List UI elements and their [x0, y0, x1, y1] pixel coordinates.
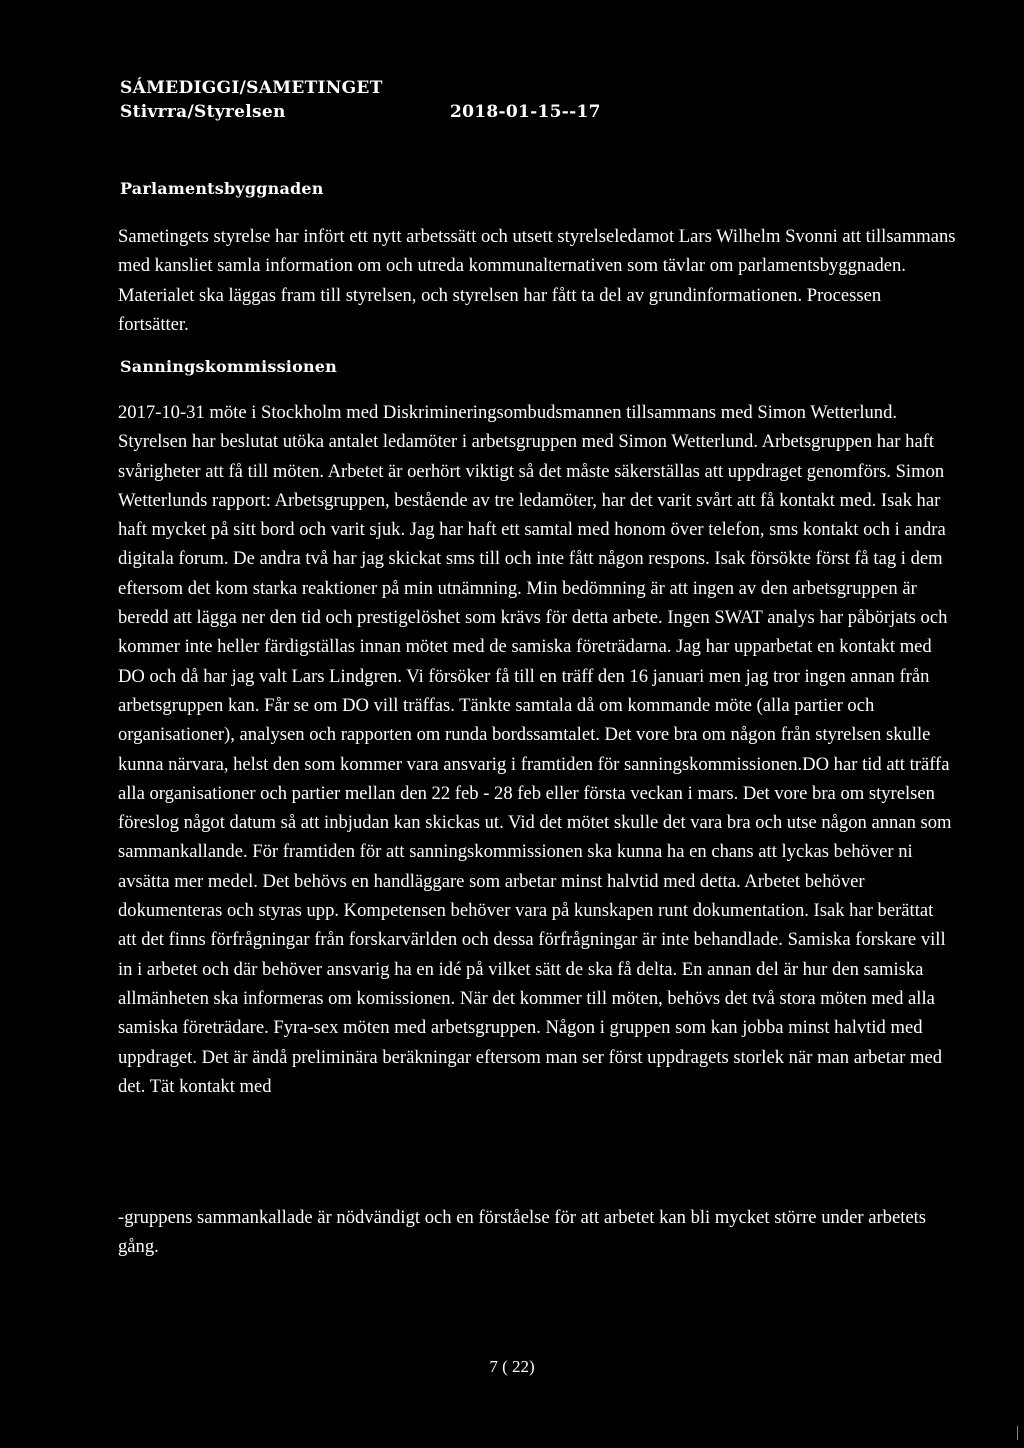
department-name: Stivrra/Styrelsen [120, 102, 286, 122]
paragraph-parlamentsbyggnaden: Sametingets styrelse har infört ett nytt arbetssätt och utsett styrelseledamot Lars Wilhelm Svonni att tillsammans med kansliet samla information om och utreda kommunalternativen som tävlar om parlamentsbyggnaden. Materialet ska läggas fram till styrelsen, och styrelsen har fått ta del av grundinformationen. Processen fortsätter. [118, 226, 956, 335]
header-row [120, 100, 601, 124]
section-title-parlamentsbyggnaden: Parlamentsbyggnaden [120, 179, 324, 198]
organization-name: SÁMEDIGGI/SAMETINGET [120, 78, 383, 98]
paragraph-sanningskommissionen-main: 2017-10-31 möte i Stockholm med Diskrimineringsombudsmannen tillsammans med Simon Wetterlund. Styrelsen har beslutat utöka antalet ledamöter i arbetsgruppen med Simon Wetterlund. Arbetsgruppen har haft svårigheter att få till möten. Arbetet är oerhört viktigt så det måste säkerställas att uppdraget genomförs. Simon Wetterlunds rapport: Arbetsgruppen, bestående av tre ledamöter, har det varit svårt att få kontakt med. Isak har haft mycket på sitt bord och varit sjuk. Jag har haft ett samtal med honom över telefon, sms kontakt och i andra digitala forum. De andra två har jag skickat sms till och inte fått någon respons. Isak försökte först få tag i dem eftersom det kom starka reaktioner på min utnämning. Min bedömning är att ingen av den arbetsgruppen är beredd att lägga ner den tid och prestigelöshet som krävs för detta arbete. Ingen SWAT analys har påbörjats och kommer inte heller färdigställas innan mötet med de samiska företrädarna. Jag har upparbetat en kontakt med DO och då har jag valt Lars Lindgren. Vi försöker få till en träff den 16 januari men jag tror ingen annan från arbetsgruppen kan. Får se om DO vill träffas. Tänkte samtala då om kommande möte (alla partier och organisationer), analysen och rapporten om runda bordssamtalet. Det vore bra om någon från styrelsen skulle kunna närvara, helst den som kommer vara ansvarig i framtiden för sanningskommissionen.DO har tid att träffa alla organisationer och partier mellan den 22 feb - 28 feb eller första veckan i mars. Det vore bra om styrelsen föreslog något datum så att inbjudan kan skickas ut. Vid det mötet skulle det vara bra och utse någon annan som sammankallande. För framtiden för att sanningskommissionen ska kunna ha en chans att lyckas behöver ni avsätta mer medel. Det behövs en handläggare som arbetar minst halvtid med detta. Arbetet behöver dokumenteras och styras upp. Kompetensen behöver vara på kunskapen runt dokumentation. Isak har berättat att det finns förfrågningar från forskarvärlden och dessa förfrågningar är inte behandlade. Samiska forskare vill in i arbetet och där behöver ansvarig ha en idé på vilket sätt de ska få delta. En annan del är hur den samiska allmänheten ska informeras om komissionen. När det kommer till möten, behövs det två stora möten med alla samiska företrädare. Fyra-sex möten med arbetsgruppen. Någon i gruppen som kan jobba minst halvtid med uppdraget. Det är ändå preliminära beräkningar eftersom man ser först uppdragets storlek när man arbetar med det. Tät kontakt med [118, 402, 952, 1097]
document-header [120, 76, 601, 124]
page-number: 7 ( 22) [489, 1357, 535, 1376]
scan-edge-mark [1017, 1426, 1018, 1440]
paragraph-sanningskommissionen-continued: -gruppens sammankallade är nödvändigt och en förståelse för att arbetet kan bli mycket större under arbetets gång. [118, 1207, 927, 1258]
meeting-date: 2018-01-15--17 [450, 102, 601, 122]
section-title-sanningskommissionen: Sanningskommissionen [120, 357, 337, 376]
